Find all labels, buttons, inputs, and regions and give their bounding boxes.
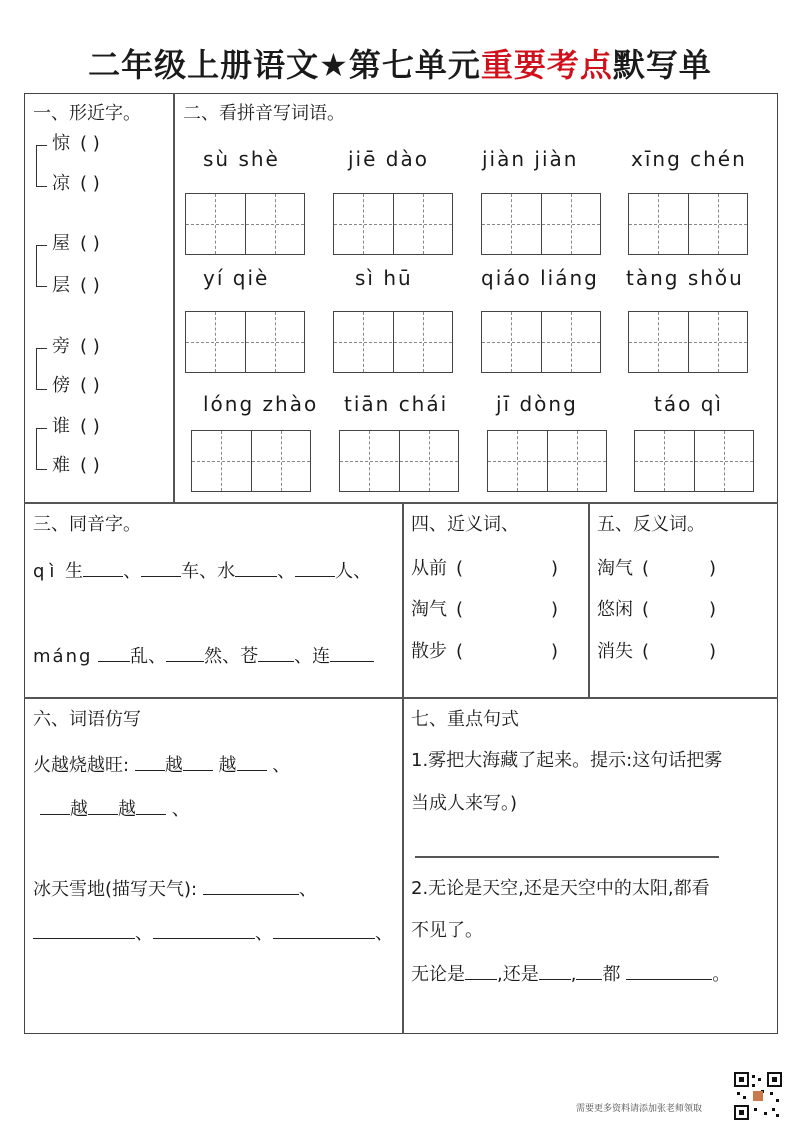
- blank[interactable]: [98, 645, 130, 662]
- answer-blank[interactable]: ( ): [80, 336, 100, 357]
- pinyin: jiàn jiàn: [482, 147, 579, 171]
- answer-blank[interactable]: ( ): [642, 599, 717, 620]
- answer-blank[interactable]: ( ): [642, 641, 717, 662]
- writing-grid[interactable]: [185, 311, 305, 373]
- pinyin: lóng zhào: [203, 392, 319, 416]
- answer-line[interactable]: [415, 856, 719, 858]
- blank[interactable]: [141, 560, 181, 577]
- homophone-line-1: qì 生 、 车、水 、 人、: [33, 561, 372, 582]
- answer-blank[interactable]: ( ): [80, 375, 100, 396]
- writing-grid[interactable]: [191, 430, 311, 492]
- answer-blank[interactable]: ( ): [80, 133, 100, 154]
- pinyin: jiē dào: [348, 147, 429, 171]
- sentence-q2-cont: 不见了。: [411, 920, 483, 941]
- homophone-line-2: máng 乱、 然、苍 、连: [33, 645, 374, 666]
- pinyin: tàng shǒu: [626, 266, 744, 290]
- pinyin: jī dòng: [496, 392, 578, 416]
- writing-grid[interactable]: [487, 430, 607, 492]
- imitation-line-2: 越 越 、: [40, 798, 190, 819]
- char: 难: [52, 455, 70, 476]
- blank[interactable]: [183, 754, 213, 771]
- writing-grid[interactable]: [333, 193, 453, 255]
- imitation-line-4: 、 、 、: [33, 922, 393, 943]
- page-title: 二年级上册语文★第七单元重要考点默写单: [88, 46, 712, 84]
- char: 屋: [52, 233, 70, 254]
- writing-grid[interactable]: [628, 311, 748, 373]
- pinyin: sì hū: [355, 266, 413, 290]
- sec3-heading: 三、同音字。: [33, 514, 141, 535]
- sec6-heading: 六、词语仿写: [33, 709, 141, 730]
- blank[interactable]: [153, 922, 255, 939]
- blank[interactable]: [330, 645, 374, 662]
- blank[interactable]: [235, 560, 277, 577]
- blank[interactable]: [40, 798, 70, 815]
- pinyin: qiáo liáng: [481, 266, 599, 290]
- sentence-q2: 2.无论是天空,还是天空中的太阳,都看: [411, 878, 710, 899]
- imitation-line-1: 火越烧越旺: 越 越 、: [33, 755, 291, 776]
- answer-blank[interactable]: ( ): [456, 599, 559, 620]
- answer-blank[interactable]: ( ): [642, 558, 717, 579]
- antonym-word: 淘气: [597, 558, 633, 579]
- synonym-word: 散步: [411, 641, 447, 662]
- brace: [36, 145, 47, 187]
- brace: [36, 245, 47, 287]
- pinyin: xīng chén: [631, 147, 747, 171]
- answer-blank[interactable]: ( ): [456, 558, 559, 579]
- answer-blank[interactable]: ( ): [80, 233, 100, 254]
- sentence-q1: 1.雾把大海藏了起来。提示:这句话把雾: [411, 750, 723, 771]
- answer-blank[interactable]: ( ): [80, 455, 100, 476]
- blank[interactable]: [237, 754, 267, 771]
- blank[interactable]: [203, 878, 299, 895]
- sec5-heading: 五、反义词。: [597, 514, 705, 535]
- answer-blank[interactable]: ( ): [80, 275, 100, 296]
- sec4-heading: 四、近义词、: [411, 514, 519, 535]
- char: 层: [52, 275, 70, 296]
- synonym-word: 淘气: [411, 599, 447, 620]
- divider: [24, 697, 778, 699]
- blank[interactable]: [136, 798, 166, 815]
- char: 凉: [52, 173, 70, 194]
- sentence-q2-fill: 无论是 ,还是 , 都 。: [411, 964, 731, 985]
- pinyin: tiān chái: [344, 392, 449, 416]
- divider: [402, 502, 404, 1034]
- divider: [24, 502, 778, 504]
- pinyin: táo qì: [654, 392, 723, 416]
- pinyin: sù shè: [203, 147, 280, 171]
- writing-grid[interactable]: [333, 311, 453, 373]
- writing-grid[interactable]: [634, 430, 754, 492]
- writing-grid[interactable]: [481, 193, 601, 255]
- blank[interactable]: [33, 922, 135, 939]
- blank[interactable]: [576, 963, 602, 980]
- blank[interactable]: [88, 798, 118, 815]
- sec1-heading: 一、形近字。: [33, 103, 141, 124]
- footer-note: 需要更多资料请添加张老师领取: [575, 1104, 702, 1114]
- divider: [588, 502, 590, 697]
- imitation-line-3: 冰天雪地(描写天气): 、: [33, 879, 317, 900]
- brace: [36, 348, 47, 390]
- blank[interactable]: [539, 963, 571, 980]
- answer-blank[interactable]: ( ): [456, 641, 559, 662]
- blank[interactable]: [83, 560, 123, 577]
- synonym-word: 从前: [411, 558, 447, 579]
- antonym-word: 消失: [597, 641, 633, 662]
- divider: [173, 93, 175, 502]
- sec2-heading: 二、看拼音写词语。: [183, 103, 345, 124]
- writing-grid[interactable]: [481, 311, 601, 373]
- writing-grid[interactable]: [339, 430, 459, 492]
- qr-code-icon: [734, 1072, 782, 1120]
- char: 旁: [52, 336, 70, 357]
- char: 傍: [52, 375, 70, 396]
- answer-blank[interactable]: ( ): [80, 173, 100, 194]
- blank[interactable]: [166, 645, 204, 662]
- antonym-word: 悠闲: [597, 599, 633, 620]
- blank[interactable]: [258, 645, 294, 662]
- brace: [36, 428, 47, 470]
- char: 惊: [52, 133, 70, 154]
- writing-grid[interactable]: [628, 193, 748, 255]
- answer-blank[interactable]: ( ): [80, 416, 100, 437]
- sec7-heading: 七、重点句式: [411, 709, 519, 730]
- blank[interactable]: [465, 963, 497, 980]
- blank[interactable]: [273, 922, 375, 939]
- blank[interactable]: [626, 963, 712, 980]
- writing-grid[interactable]: [185, 193, 305, 255]
- pinyin: yí qiè: [203, 266, 270, 290]
- sentence-q1-cont: 当成人来写。): [411, 793, 518, 814]
- blank[interactable]: [295, 560, 335, 577]
- blank[interactable]: [135, 754, 165, 771]
- char: 谁: [52, 416, 70, 437]
